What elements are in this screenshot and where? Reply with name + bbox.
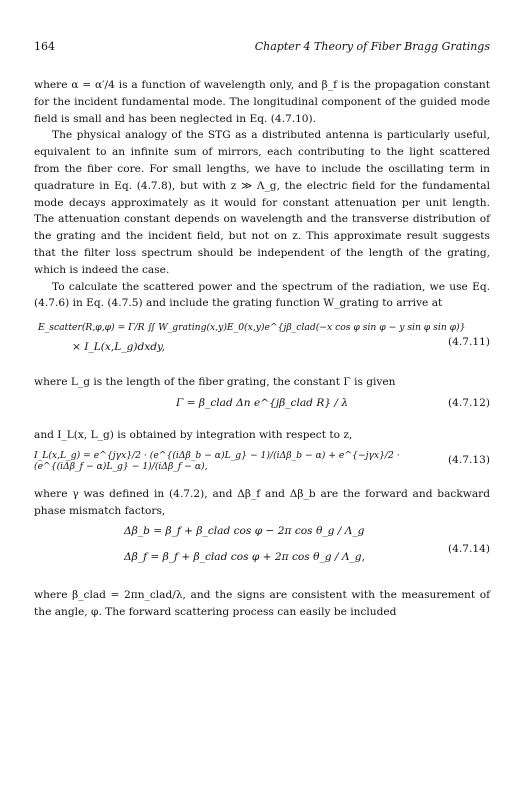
equation-number: (4.7.13) — [448, 453, 490, 466]
page-number: 164 — [34, 40, 55, 53]
connective-1: where L_g is the length of the fiber grating, the constant Γ is given — [34, 376, 396, 389]
equation-4-7-12-body: Γ = β_clad Δn e^{jβ_clad R} / λ — [175, 396, 349, 409]
page — [34, 40, 490, 621]
equation-number: (4.7.11) — [448, 336, 490, 349]
paragraph-1: where α = α′/4 is a function of wavelength only, and β_f is the propagation constant for the incident fundamental mode. The longitudinal component of the guided mode field is small and has been neglected in Eq. (4.7.10). — [34, 79, 490, 125]
equation-4-7-11 — [34, 322, 490, 366]
connective-3: where γ was defined in (4.7.2), and Δβ_f and Δβ_b are the forward and backward phase mismatch factors, — [34, 487, 490, 517]
paragraph-2: The physical analogy of the STG as a distributed antenna is particularly useful, equivalent to an infinite sum of mirrors, each contributing to the light scattered from the fiber core. For small lengths, we have to include the oscillating term in quadrature in Eq. (4.7.8), but with z ≫ Λ_g, the electric field for the fundamental mode decays approximately as it would for constant attenuation per unit length. The attenuation constant depends on wavelength and the transverse distribution of the grating and the incident field, but not on z. This approximate result suggests that the filter loss spectrum should be independent of the length of the grating, which is indeed the case. — [34, 129, 490, 276]
equation-4-7-14-line-2: Δβ_f = β_f + β_clad cos φ + 2π cos θ_g / Λ_g, — [124, 551, 365, 564]
page-header — [34, 40, 490, 53]
equation-4-7-13-body: I_L(x,L_g) = e^{jγx}/2 · (e^{(iΔβ_b − α)L_g} − 1)/(iΔβ_b − α) + e^{−jγx}/2 · (e^{(iΔβ_f − α)L_g} − 1)/(iΔβ_f − α), — [34, 449, 400, 472]
equation-4-7-14-line-1: Δβ_b = β_f + β_clad cos φ − 2π cos θ_g / Λ_g — [124, 525, 365, 538]
equation-4-7-13 — [34, 450, 490, 486]
running-title: Chapter 4 Theory of Fiber Bragg Gratings — [254, 40, 490, 53]
equation-number: (4.7.14) — [448, 543, 490, 556]
connective-4: where β_clad = 2πn_clad/λ, and the signs are consistent with the measurement of the angle, φ. The forward scattering process can easily be included — [34, 589, 490, 619]
paragraph-3: To calculate the scattered power and the spectrum of the radiation, we use Eq. (4.7.6) in Eq. (4.7.5) and include the grating function W_grating to arrive at — [34, 280, 490, 310]
equation-4-7-11-line-2: × I_L(x,L_g)dxdy, — [72, 341, 165, 354]
equation-4-7-12 — [34, 397, 490, 427]
connective-2: and I_L(x, L_g) is obtained by integration with respect to z, — [34, 428, 353, 441]
equation-4-7-11-line-1: E_scatter(R,φ,φ) = Γ/R ∬ W_grating(x,y)E_0(x,y)e^{jβ_clad(−x cos φ sin φ − y sin φ sin φ)} — [38, 322, 466, 334]
equation-number: (4.7.12) — [448, 396, 490, 409]
equation-4-7-14 — [34, 525, 490, 587]
